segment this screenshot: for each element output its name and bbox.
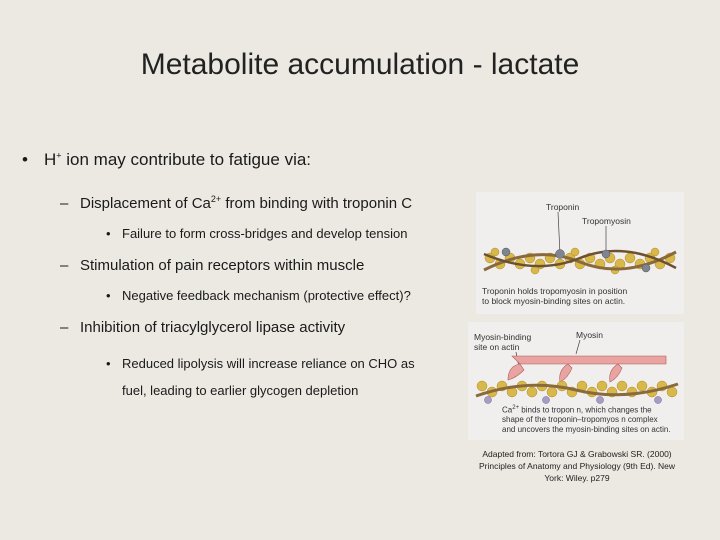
bullet-list [22,150,472,404]
figure2-caption: $Ca^{2+}$ binds to tropon n, which changes the shape of the troponin–tropomyos n complex and uncovers the myosin-binding sites on actin. [502,405,671,434]
figure1-caption: Troponin holds tropomyosin in position to block myosin-binding sites on actin. [482,286,628,306]
sub-item-lipolysis-text: Reduced lipolysis will increase reliance on CHO as fuel, leading to earlier glycogen depletion [122,356,415,398]
bullet-dot: • [106,356,111,371]
bullet-dot: • [106,226,111,241]
sub-item-feedback [106,288,472,303]
dash-bullet: – [60,257,69,274]
label-tropomyosin: Tropomyosin [582,216,631,226]
item-displacement [60,194,472,212]
bullet-dot: • [106,288,111,303]
bullet-dot: • [22,150,28,169]
label-troponin: Troponin [546,202,580,212]
label-myosin: Myosin [576,330,603,340]
sub-item-lipolysis [106,350,472,404]
main-bullet-text: H+ ion may contribute to fatigue via: [44,150,312,169]
item-lipase-text: Inhibition of triacylglycerol lipase activity [80,319,346,336]
item-pain-receptors-text: Stimulation of pain receptors within muscle [80,257,365,274]
main-bullet [22,150,472,174]
source-citation: Adapted from: Tortora GJ & Grabowski SR. (2000) Principles of Anatomy and Physiology (9th Ed). New York: Wiley. p279 [478,449,676,483]
sub-item-crossbridges [106,226,472,241]
slide-title: Metabolite accumulation - lactate [140,48,580,81]
figure-troponin-blocked [476,192,684,314]
sub-item-feedback-text: Negative feedback mechanism (protective effect)? [122,288,411,303]
label-binding-site: Myosin-binding site on actin [474,332,532,352]
sub-item-crossbridges-text: Failure to form cross-bridges and develop tension [122,226,408,241]
item-lipase [60,319,472,336]
item-displacement-text: Displacement of $Ca^{2+}$ from binding with troponin C [80,194,413,212]
dash-bullet: – [60,319,69,336]
figure-myosin-binding [468,322,684,440]
item-pain-receptors [60,257,472,274]
dash-bullet: – [60,195,69,212]
